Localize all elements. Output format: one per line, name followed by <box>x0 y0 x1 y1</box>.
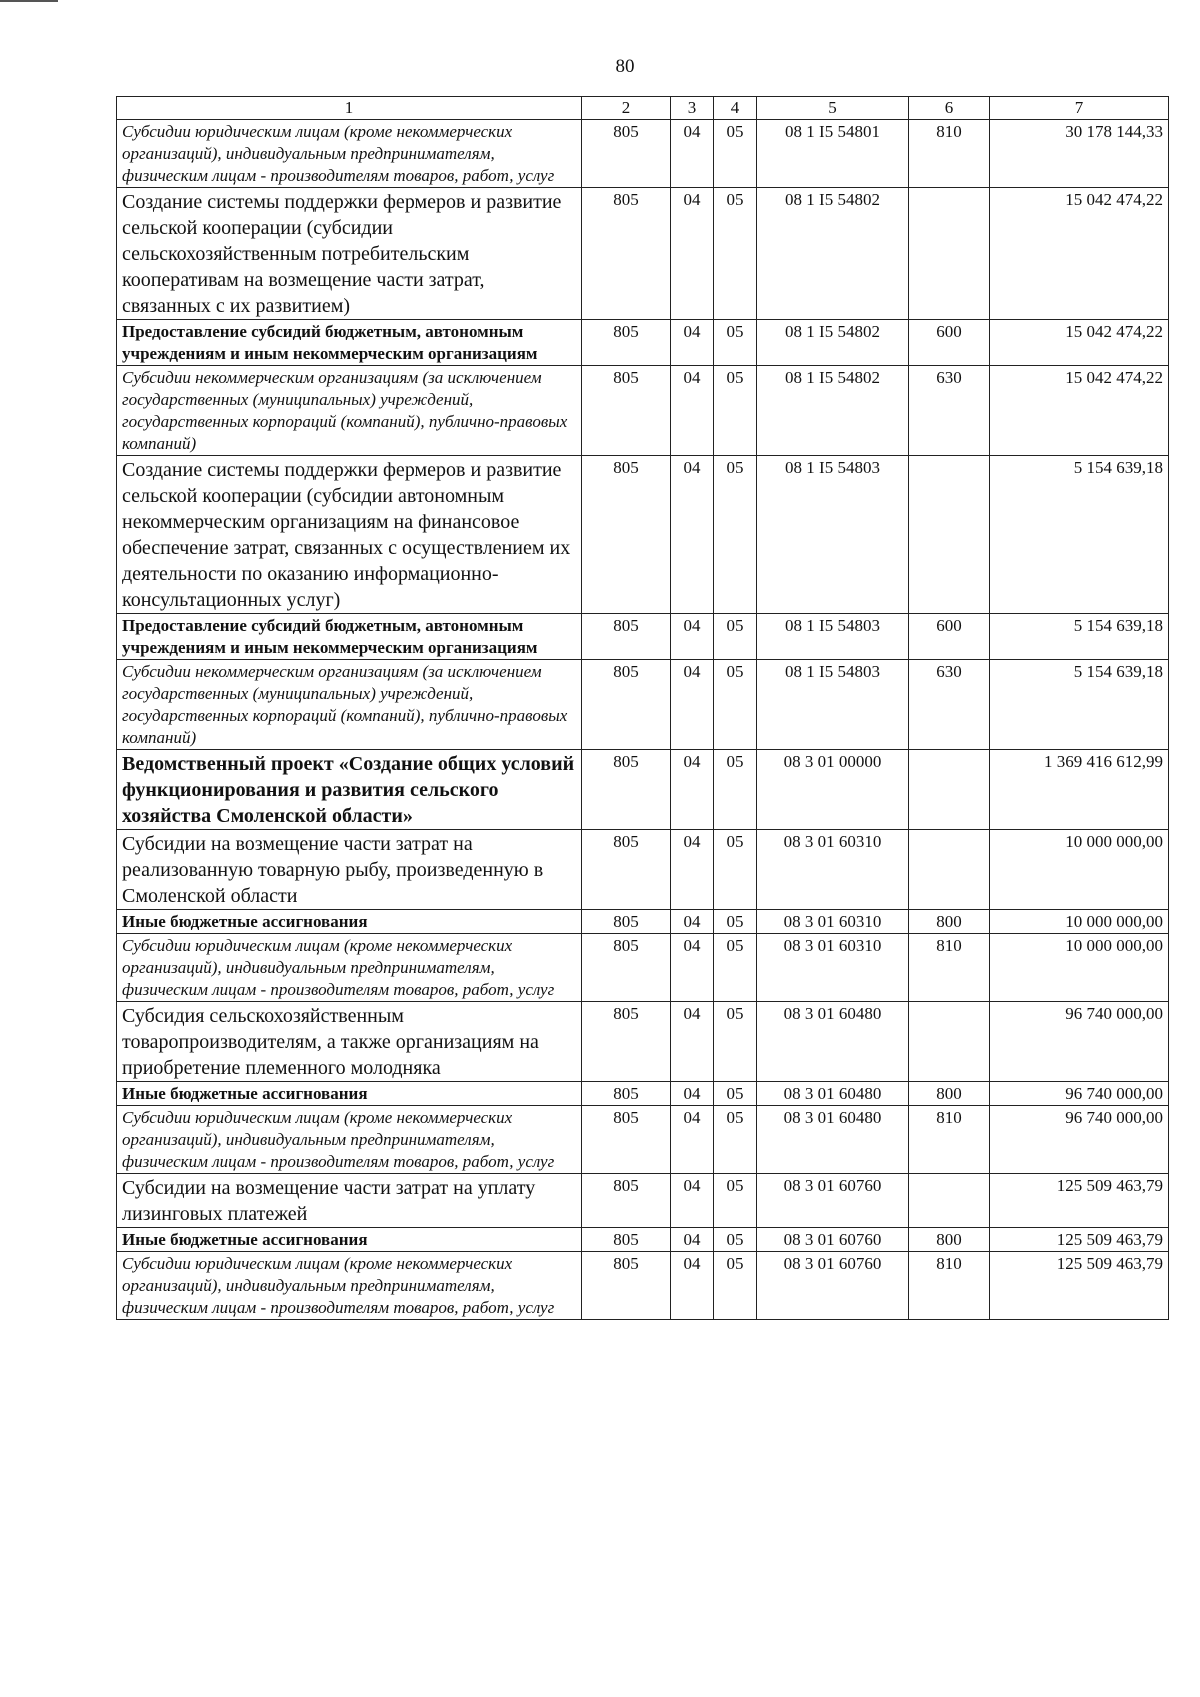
row-name: Субсидии некоммерческим организациям (за исключением государственных (муниципальных) учреждений, государственных корпораций (компаний), публично-правовых компаний) <box>117 660 582 750</box>
header-col-2: 2 <box>582 97 671 120</box>
row-amount: 5 154 639,18 <box>990 614 1169 660</box>
row-expense-type: 810 <box>909 120 990 188</box>
table-row <box>117 456 1169 614</box>
row-ministry-code: 805 <box>582 1002 671 1082</box>
row-name: Субсидия сельскохозяйственным товаропроизводителям, а также организациям на приобретение племенного молодняка <box>117 1002 582 1082</box>
row-section-code: 04 <box>671 1174 714 1228</box>
row-expense-type: 800 <box>909 910 990 934</box>
row-section-code: 04 <box>671 1228 714 1252</box>
row-ministry-code: 805 <box>582 1082 671 1106</box>
row-expense-type <box>909 1002 990 1082</box>
table-row <box>117 614 1169 660</box>
table-row <box>117 1228 1169 1252</box>
row-subsection-code: 05 <box>714 1228 757 1252</box>
table-row <box>117 366 1169 456</box>
row-name: Субсидии на возмещение части затрат на реализованную товарную рыбу, произведенную в Смоленской области <box>117 830 582 910</box>
row-subsection-code: 05 <box>714 614 757 660</box>
row-target-article: 08 3 01 60760 <box>757 1228 909 1252</box>
table-row <box>117 1252 1169 1320</box>
header-col-6: 6 <box>909 97 990 120</box>
row-target-article: 08 3 01 60480 <box>757 1082 909 1106</box>
table-row <box>117 830 1169 910</box>
row-subsection-code: 05 <box>714 320 757 366</box>
row-target-article: 08 3 01 60310 <box>757 910 909 934</box>
row-section-code: 04 <box>671 366 714 456</box>
row-target-article: 08 3 01 60480 <box>757 1106 909 1174</box>
table-row <box>117 660 1169 750</box>
table-row <box>117 1106 1169 1174</box>
row-ministry-code: 805 <box>582 456 671 614</box>
row-expense-type: 810 <box>909 1106 990 1174</box>
row-amount: 10 000 000,00 <box>990 830 1169 910</box>
row-ministry-code: 805 <box>582 366 671 456</box>
table-row <box>117 910 1169 934</box>
row-ministry-code: 805 <box>582 1228 671 1252</box>
row-subsection-code: 05 <box>714 934 757 1002</box>
row-ministry-code: 805 <box>582 614 671 660</box>
row-name: Иные бюджетные ассигнования <box>117 1082 582 1106</box>
row-amount: 96 740 000,00 <box>990 1106 1169 1174</box>
row-amount: 10 000 000,00 <box>990 934 1169 1002</box>
row-amount: 125 509 463,79 <box>990 1252 1169 1320</box>
row-subsection-code: 05 <box>714 120 757 188</box>
row-name: Субсидии некоммерческим организациям (за исключением государственных (муниципальных) учреждений, государственных корпораций (компаний), публично-правовых компаний) <box>117 366 582 456</box>
row-name: Субсидии юридическим лицам (кроме некоммерческих организаций), индивидуальным предпринимателям, физическим лицам - производителям товаров, работ, услуг <box>117 934 582 1002</box>
row-section-code: 04 <box>671 1082 714 1106</box>
header-row <box>117 97 1169 120</box>
row-ministry-code: 805 <box>582 830 671 910</box>
row-subsection-code: 05 <box>714 1002 757 1082</box>
row-target-article: 08 3 01 60310 <box>757 934 909 1002</box>
row-subsection-code: 05 <box>714 830 757 910</box>
budget-table <box>116 96 1169 1320</box>
row-expense-type: 800 <box>909 1228 990 1252</box>
row-section-code: 04 <box>671 120 714 188</box>
row-section-code: 04 <box>671 614 714 660</box>
row-subsection-code: 05 <box>714 750 757 830</box>
row-amount: 15 042 474,22 <box>990 320 1169 366</box>
row-target-article: 08 1 I5 54802 <box>757 188 909 320</box>
header-col-4: 4 <box>714 97 757 120</box>
row-amount: 15 042 474,22 <box>990 188 1169 320</box>
row-expense-type: 800 <box>909 1082 990 1106</box>
row-expense-type <box>909 750 990 830</box>
row-ministry-code: 805 <box>582 934 671 1002</box>
row-ministry-code: 805 <box>582 1106 671 1174</box>
row-expense-type: 600 <box>909 320 990 366</box>
row-target-article: 08 3 01 60310 <box>757 830 909 910</box>
row-section-code: 04 <box>671 830 714 910</box>
row-name: Субсидии юридическим лицам (кроме некоммерческих организаций), индивидуальным предпринимателям, физическим лицам - производителям товаров, работ, услуг <box>117 1106 582 1174</box>
table-row <box>117 120 1169 188</box>
table-row <box>117 320 1169 366</box>
row-section-code: 04 <box>671 456 714 614</box>
row-ministry-code: 805 <box>582 120 671 188</box>
row-ministry-code: 805 <box>582 1174 671 1228</box>
row-ministry-code: 805 <box>582 320 671 366</box>
header-col-3: 3 <box>671 97 714 120</box>
table-row <box>117 750 1169 830</box>
row-target-article: 08 1 I5 54801 <box>757 120 909 188</box>
row-amount: 30 178 144,33 <box>990 120 1169 188</box>
row-name: Создание системы поддержки фермеров и развитие сельской кооперации (субсидии автономным некоммерческим организациям на финансовое обеспечение затрат, связанных с осуществлением их деятельности по оказанию информационно-консультационных услуг) <box>117 456 582 614</box>
row-expense-type <box>909 830 990 910</box>
row-expense-type: 630 <box>909 366 990 456</box>
row-subsection-code: 05 <box>714 1106 757 1174</box>
row-amount: 96 740 000,00 <box>990 1082 1169 1106</box>
row-name: Субсидии юридическим лицам (кроме некоммерческих организаций), индивидуальным предпринимателям, физическим лицам - производителям товаров, работ, услуг <box>117 120 582 188</box>
row-subsection-code: 05 <box>714 366 757 456</box>
row-section-code: 04 <box>671 188 714 320</box>
row-amount: 10 000 000,00 <box>990 910 1169 934</box>
row-name: Субсидии юридическим лицам (кроме некоммерческих организаций), индивидуальным предпринимателям, физическим лицам - производителям товаров, работ, услуг <box>117 1252 582 1320</box>
row-section-code: 04 <box>671 320 714 366</box>
row-section-code: 04 <box>671 1002 714 1082</box>
row-subsection-code: 05 <box>714 188 757 320</box>
row-section-code: 04 <box>671 750 714 830</box>
row-target-article: 08 1 I5 54803 <box>757 660 909 750</box>
row-ministry-code: 805 <box>582 1252 671 1320</box>
row-target-article: 08 1 I5 54803 <box>757 456 909 614</box>
row-amount: 5 154 639,18 <box>990 456 1169 614</box>
row-section-code: 04 <box>671 660 714 750</box>
row-expense-type <box>909 188 990 320</box>
table-row <box>117 188 1169 320</box>
row-name: Ведомственный проект «Создание общих условий функционирования и развития сельского хозяйства Смоленской области» <box>117 750 582 830</box>
row-subsection-code: 05 <box>714 1082 757 1106</box>
row-target-article: 08 3 01 00000 <box>757 750 909 830</box>
row-amount: 1 369 416 612,99 <box>990 750 1169 830</box>
table-row <box>117 1082 1169 1106</box>
row-section-code: 04 <box>671 1252 714 1320</box>
row-subsection-code: 05 <box>714 660 757 750</box>
row-name: Субсидии на возмещение части затрат на уплату лизинговых платежей <box>117 1174 582 1228</box>
table-row <box>117 934 1169 1002</box>
row-amount: 5 154 639,18 <box>990 660 1169 750</box>
table-row <box>117 1002 1169 1082</box>
row-section-code: 04 <box>671 1106 714 1174</box>
row-expense-type <box>909 1174 990 1228</box>
header-col-5: 5 <box>757 97 909 120</box>
row-target-article: 08 3 01 60760 <box>757 1252 909 1320</box>
row-section-code: 04 <box>671 934 714 1002</box>
row-target-article: 08 3 01 60760 <box>757 1174 909 1228</box>
row-name: Иные бюджетные ассигнования <box>117 910 582 934</box>
row-name: Иные бюджетные ассигнования <box>117 1228 582 1252</box>
row-amount: 125 509 463,79 <box>990 1174 1169 1228</box>
row-ministry-code: 805 <box>582 910 671 934</box>
row-expense-type: 810 <box>909 934 990 1002</box>
row-subsection-code: 05 <box>714 1174 757 1228</box>
row-amount: 125 509 463,79 <box>990 1228 1169 1252</box>
header-col-1: 1 <box>117 97 582 120</box>
row-ministry-code: 805 <box>582 660 671 750</box>
row-section-code: 04 <box>671 910 714 934</box>
row-target-article: 08 1 I5 54803 <box>757 614 909 660</box>
row-subsection-code: 05 <box>714 910 757 934</box>
table-row <box>117 1174 1169 1228</box>
row-expense-type <box>909 456 990 614</box>
row-amount: 15 042 474,22 <box>990 366 1169 456</box>
row-name: Предоставление субсидий бюджетным, автономным учреждениям и иным некоммерческим организациям <box>117 320 582 366</box>
row-expense-type: 630 <box>909 660 990 750</box>
scan-edge-mark <box>0 0 58 2</box>
page-number: 80 <box>615 56 635 77</box>
row-subsection-code: 05 <box>714 456 757 614</box>
row-subsection-code: 05 <box>714 1252 757 1320</box>
table-body <box>117 120 1169 1320</box>
row-ministry-code: 805 <box>582 750 671 830</box>
row-expense-type: 600 <box>909 614 990 660</box>
header-col-7: 7 <box>990 97 1169 120</box>
row-target-article: 08 3 01 60480 <box>757 1002 909 1082</box>
row-ministry-code: 805 <box>582 188 671 320</box>
row-amount: 96 740 000,00 <box>990 1002 1169 1082</box>
row-expense-type: 810 <box>909 1252 990 1320</box>
row-name: Предоставление субсидий бюджетным, автономным учреждениям и иным некоммерческим организациям <box>117 614 582 660</box>
row-name: Создание системы поддержки фермеров и развитие сельской кооперации (субсидии сельскохозяйственным потребительским кооперативам на возмещение части затрат, связанных с их развитием) <box>117 188 582 320</box>
row-target-article: 08 1 I5 54802 <box>757 366 909 456</box>
row-target-article: 08 1 I5 54802 <box>757 320 909 366</box>
